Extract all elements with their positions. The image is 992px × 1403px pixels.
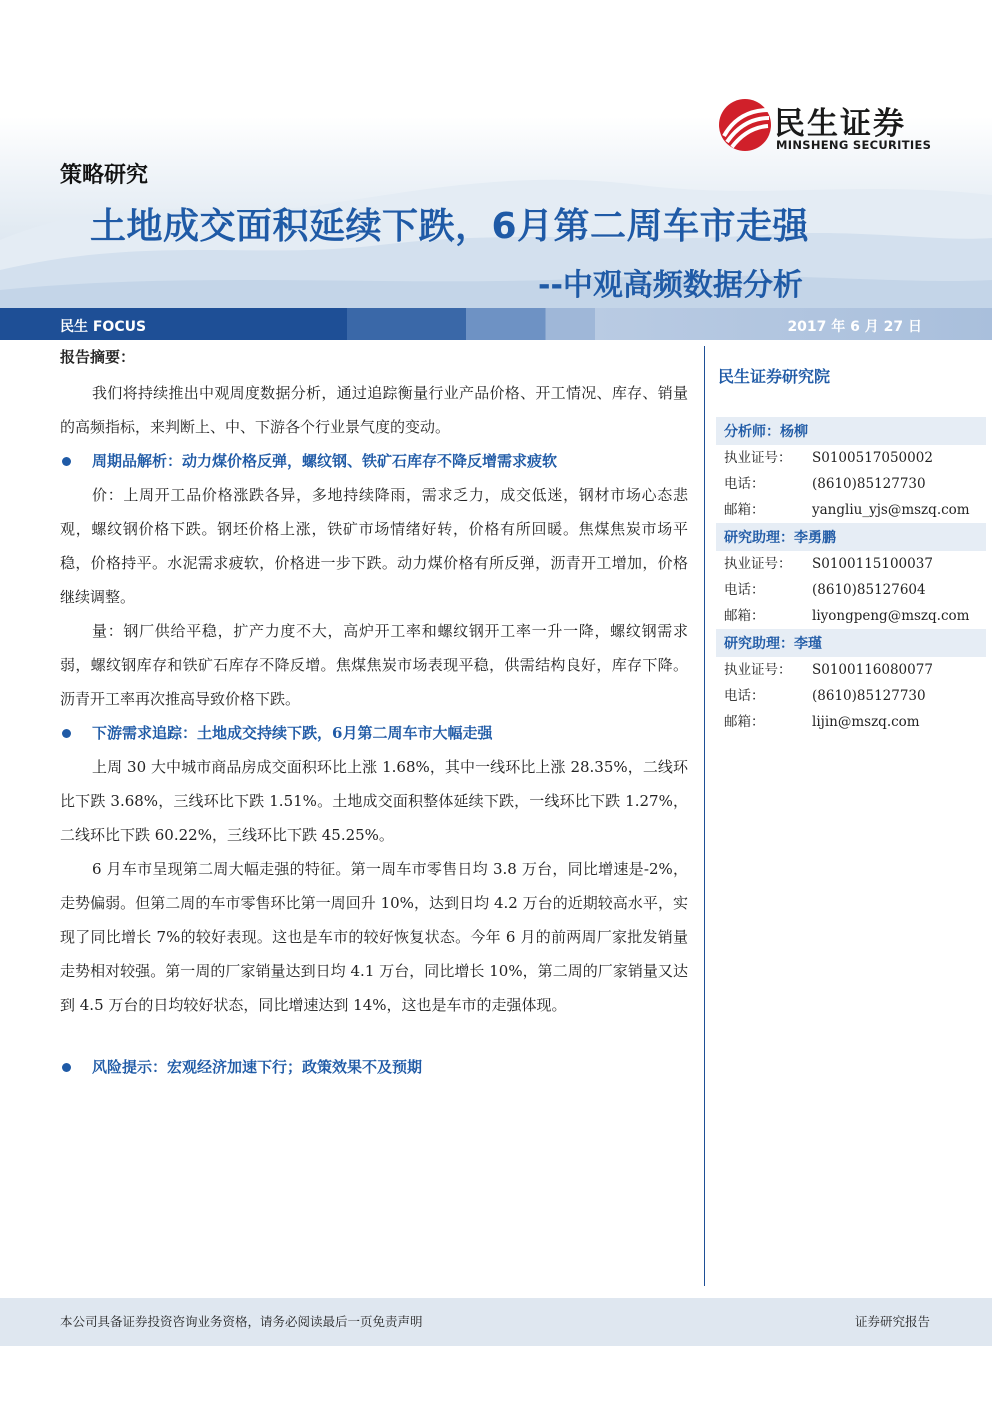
cert-label: 执业证号： [724, 450, 792, 466]
bullet-dot-icon [62, 1063, 71, 1072]
report-date: 2017 年 6 月 27 日 [787, 319, 922, 335]
report-title: 土地成交面积延续下跌，6月第二周车市走强 [90, 206, 810, 247]
analyst-heading: 分析师：杨柳 [716, 417, 986, 445]
cert-number: S0100115100037 [812, 556, 933, 572]
cert-label: 执业证号： [724, 556, 792, 572]
logo-mark-icon [718, 96, 772, 154]
footer-disclaimer: 本公司具备证券投资咨询业务资格，请务必阅读最后一页免责声明 [60, 1314, 423, 1329]
tel-label: 电话： [724, 582, 765, 598]
tel-label: 电话： [724, 688, 765, 704]
analyst-heading: 研究助理：李瑾 [716, 629, 986, 657]
main-content [60, 346, 688, 1084]
abstract-title: 报告摘要： [60, 348, 136, 366]
bullet-risk-text: 风险提示：宏观经济加速下行；政策效果不及预期 [92, 1058, 423, 1076]
brand-name-cn: 民生证券 [774, 106, 906, 142]
email-address: liyongpeng@mszq.com [812, 608, 970, 624]
tel-number: (8610)85127730 [812, 476, 926, 492]
bullet-cyclical-text: 周期品解析：动力煤价格反弹，螺纹钢、铁矿石库存不降反增需求疲软 [92, 452, 558, 470]
analyst-block [716, 629, 986, 735]
footer-report-type: 证券研究报告 [854, 1314, 930, 1329]
bullet-downstream-text: 下游需求追踪：土地成交持续下跌，6月第二周车市大幅走强 [92, 724, 493, 742]
tel-number: (8610)85127730 [812, 688, 926, 704]
cert-number: S0100116080077 [812, 662, 933, 678]
price-paragraph: 价：上周开工品价格涨跌各异，多地持续降雨，需求乏力，成交低迷，钢材市场心态悲观，螺纹钢价格下跌。钢坯价格上涨，铁矿市场情绪好转，价格有所回暖。焦煤焦炭市场平稳，价格持平。水泥需求疲软，价格进一步下跌。动力煤价格有所反弹，沥青开工增加，价格继续调整。 [60, 486, 688, 606]
brand-name-en: MINSHENG SECURITIES [776, 138, 932, 152]
bullet-dot-icon [62, 457, 71, 466]
analyst-block [716, 523, 986, 629]
bullet-dot-icon [62, 729, 71, 738]
report-category: 策略研究 [60, 163, 149, 188]
email-address: lijin@mszq.com [812, 714, 920, 730]
strip-series-label: 民生 FOCUS [60, 319, 147, 335]
report-subtitle: --中观高频数据分析 [538, 268, 803, 303]
email-address: yangliu_yjs@mszq.com [812, 502, 970, 518]
mail-label: 邮箱： [724, 714, 765, 730]
tel-number: (8610)85127604 [812, 582, 926, 598]
analyst-sidebar [716, 356, 986, 735]
column-divider [704, 346, 705, 1286]
analyst-block [716, 417, 986, 523]
cert-number: S0100517050002 [812, 450, 933, 466]
cert-label: 执业证号： [724, 662, 792, 678]
mail-label: 邮箱： [724, 502, 765, 518]
research-institute: 民生证券研究院 [718, 367, 831, 386]
bullet-downstream [60, 716, 688, 750]
land-paragraph: 上周 30 大中城市商品房成交面积环比上涨 1.68%，其中一线环比上涨 28.35%，二线环比下跌 3.68%，三线环比下跌 1.51%。土地成交面积整体延续下跌，一线环比下跌 1.27%，二线环比下跌 60.22%，三线环比下跌 45.25%。 [60, 758, 688, 844]
intro-paragraph: 我们将持续推出中观周度数据分析，通过追踪衡量行业产品价格、开工情况、库存、销量的高频指标，来判断上、中、下游各个行业景气度的变动。 [60, 384, 688, 436]
volume-paragraph: 量：钢厂供给平稳，扩产力度不大，高炉开工率和螺纹钢开工率一升一降，螺纹钢需求弱，螺纹钢库存和铁矿石库存不降反增。焦煤焦炭市场表现平稳，供需结构良好，库存下降。沥青开工率再次推高导致价格下跌。 [60, 622, 688, 708]
bullet-risk [60, 1050, 688, 1084]
car-paragraph: 6 月车市呈现第二周大幅走强的特征。第一周车市零售日均 3.8 万台，同比增速是-2%，走势偏弱。但第二周的车市零售环比第一周回升 10%，达到日均 4.2 万台的近期较高水平，实现了同比增长 7%的较好表现。这也是车市的较好恢复状态。今年 6 月的前两周厂家批发销量走势相对较强。第一周的厂家销量达到日均 4.1 万台，同比增长 10%，第二周的厂家销量又达到 4.5 万台的日均较好状态，同比增速达到 14%，这也是车市的走强体现。 [60, 860, 688, 1014]
mail-label: 邮箱： [724, 608, 765, 624]
analyst-heading: 研究助理：李勇鹏 [716, 523, 986, 551]
brand-logo [718, 94, 968, 158]
bullet-cyclical [60, 444, 688, 478]
tel-label: 电话： [724, 476, 765, 492]
